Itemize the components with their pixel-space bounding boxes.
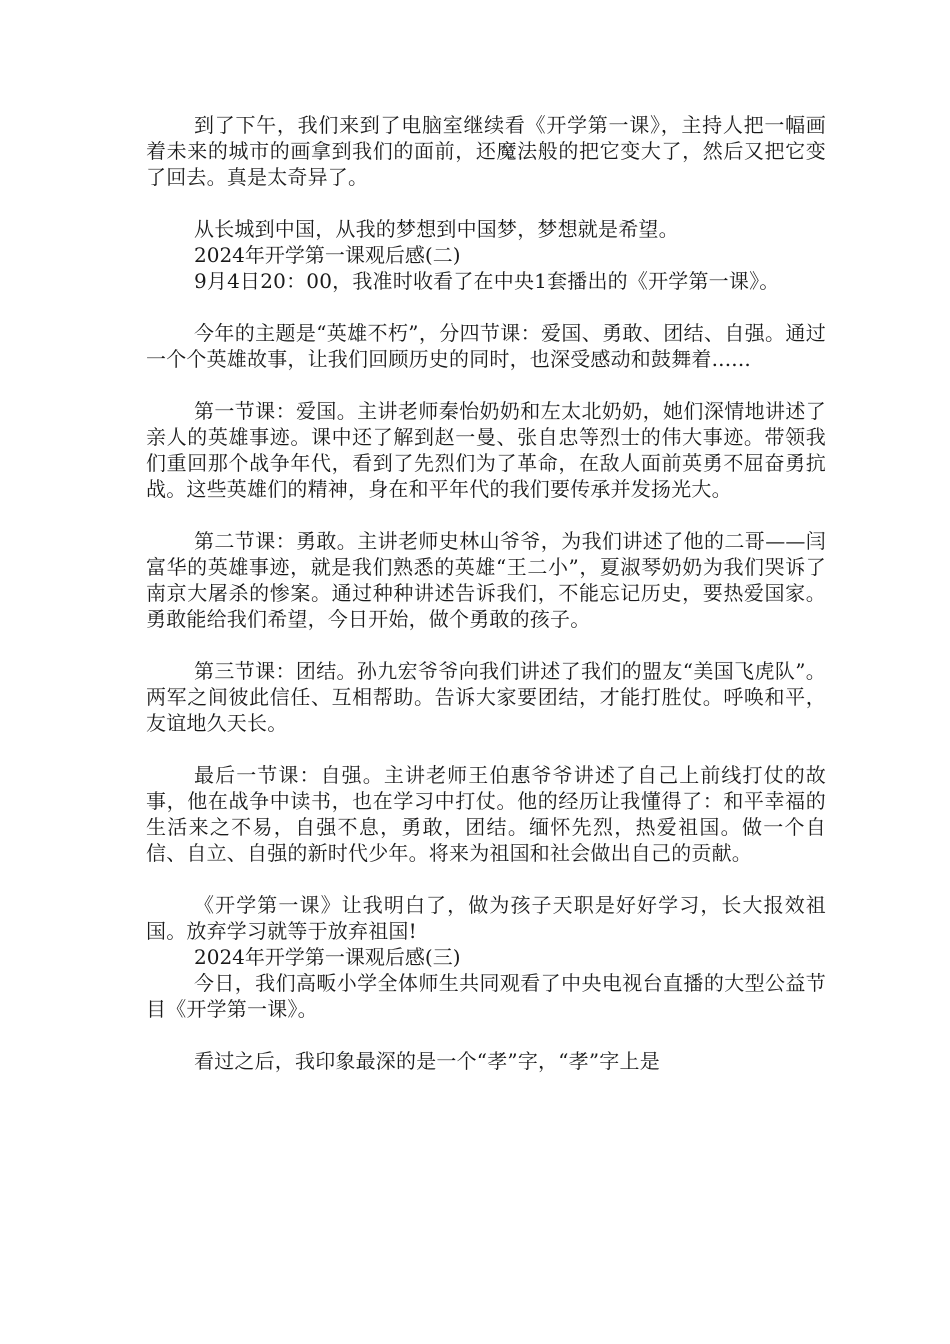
paragraph-dream: 从长城到中国，从我的梦想到中国梦，梦想就是希望。: [194, 217, 679, 241]
paragraph-lesson-3: 第三节课：团结。孙九宏爷爷向我们讲述了我们的盟友“美国飞虎队”。两军之间彼此信任、互相帮助。告诉大家要团结，才能打胜仗。呼唤和平，友谊地久天长。: [146, 659, 826, 735]
paragraph-lesson-2: 第二节课：勇敢。主讲老师史林山爷爷，为我们讲述了他的二哥——闫富华的英雄事迹，就是我们熟悉的英雄“王二小”，夏淑琴奶奶为我们哭诉了南京大屠杀的惨案。通过种种讲述告诉我们，不能忘记历史，要热爱国家。勇敢能给我们希望，今日开始，做个勇敢的孩子。: [146, 529, 826, 631]
paragraph-today: 今日，我们高畈小学全体师生共同观看了中央电视台直播的大型公益节目《开学第一课》。: [146, 971, 826, 1021]
section-heading-2: 2024年开学第一课观后感(二): [194, 243, 461, 267]
paragraph-broadcast: 9月4日20：00，我准时收看了在中央1套播出的《开学第一课》。: [194, 269, 780, 293]
paragraph-lesson-4: 最后一节课：自强。主讲老师王伯惠爷爷讲述了自己上前线打仗的故事，他在战争中读书，也在学习中打仗。他的经历让我懂得了：和平幸福的生活来之不易，自强不息，勇敢，团结。缅怀先烈，热爱祖国。做一个自信、自立、自强的新时代少年。将来为祖国和社会做出自己的贡献。: [146, 763, 826, 865]
paragraph-theme: 今年的主题是“英雄不朽”，分四节课：爱国、勇敢、团结、自强。通过一个个英雄故事，让我们回顾历史的同时，也深受感动和鼓舞着......: [146, 321, 826, 371]
paragraph-lesson-1: 第一节课：爱国。主讲老师秦怡奶奶和左太北奶奶，她们深情地讲述了亲人的英雄事迹。课中还了解到赵一曼、张自忠等烈士的伟大事迹。带领我们重回那个战争年代，看到了先烈们为了革命，在敌人面前英勇不屈奋勇抗战。这些英雄们的精神，身在和平年代的我们要传承并发扬光大。: [146, 399, 826, 501]
paragraph-filial: 看过之后，我印象最深的是一个“孝”字，“孝”字上是: [194, 1049, 660, 1073]
document-page: [146, 112, 826, 1074]
paragraph-conclusion: 《开学第一课》让我明白了，做为孩子天职是好好学习，长大报效祖国。放弃学习就等于放弃祖国!: [146, 893, 826, 943]
paragraph-afternoon: 到了下午，我们来到了电脑室继续看《开学第一课》，主持人把一幅画着未来的城市的画拿到我们的面前，还魔法般的把它变大了，然后又把它变了回去。真是太奇异了。: [146, 113, 826, 189]
section-heading-3: 2024年开学第一课观后感(三): [194, 945, 461, 969]
